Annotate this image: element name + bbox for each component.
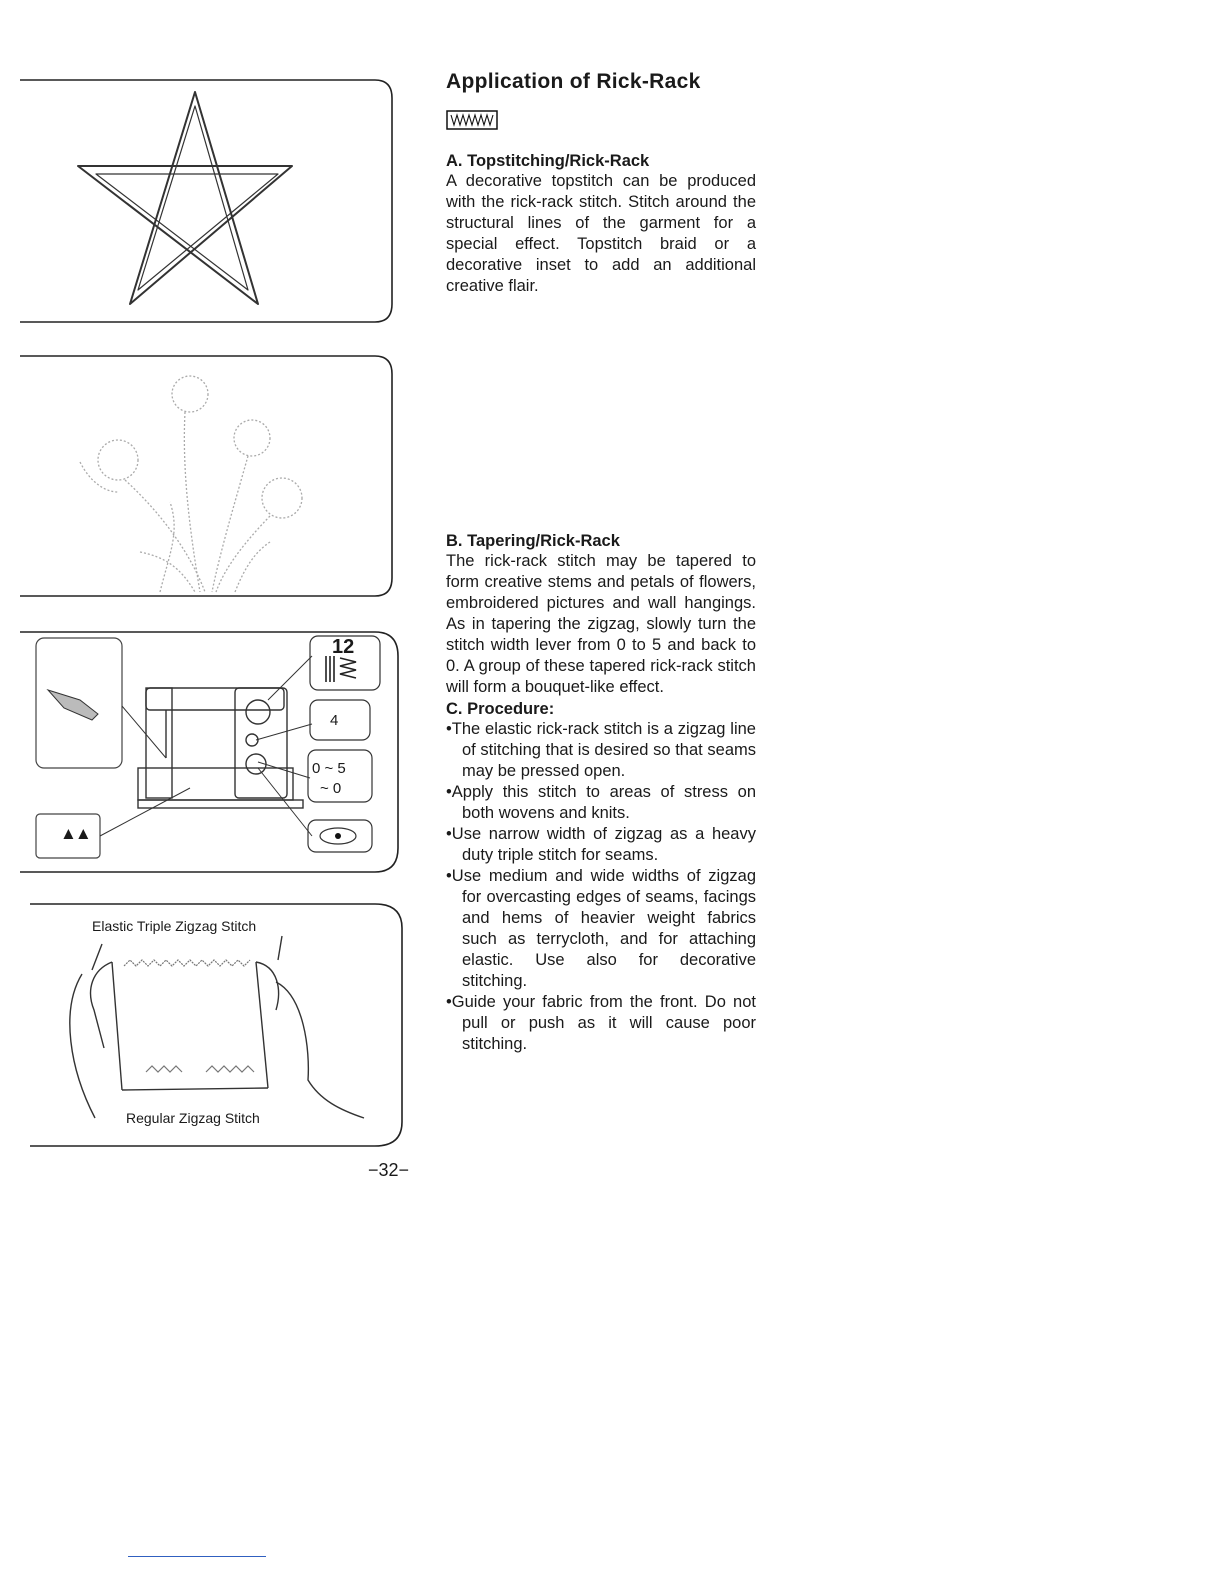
section-b-body: The rick-rack stitch may be tapered to form creative stems and petals of flowers, embroidered pictures and wall hangings. As in tapering the zigzag, slowly turn the stitch width lever from 0 to 5 and back to 0. A group of these tapered rick-rack stitch will form a bouquet-like effect. [446,552,756,696]
presser-foot-symbol: ▲▲ [60,824,90,843]
star-illustration [20,76,400,326]
list-item: •The elastic rick-rack stitch is a zigzag line of stitching that is desired so that seams may be pressed open. [446,720,756,780]
section-a-body: A decorative topstitch can be produced with the rick-rack stitch. Stitch around the structural lines of the garment for a special effect. Topstitch braid or a decorative inset to add an additional creative flair. [446,172,756,295]
list-item: •Use narrow width of zigzag as a heavy duty triple stitch for seams. [446,825,756,864]
stitch-width-range-label: 0 ~ 5 [312,760,346,777]
machine-settings-panel [20,628,400,876]
section-b-heading: B. Tapering/Rick-Rack [446,532,620,550]
elastic-triple-zigzag-caption: Elastic Triple Zigzag Stitch [92,918,257,934]
fabric-comparison-panel [20,900,400,1148]
flower-bouquet-panel [20,352,400,600]
section-topstitching [446,152,756,297]
flower-bouquet-illustration [20,352,400,600]
list-item: •Guide your fabric from the front. Do not pull or push as it will cause poor stitching. [446,993,756,1053]
stitch-width-end-label: ~ 0 [320,780,342,797]
footer-rule [128,1556,266,1557]
page-number: −32− [368,1160,410,1180]
pattern-number-label: 12 [332,636,355,658]
stitch-length-label: 4 [330,712,339,729]
section-a-heading: A. Topstitching/Rick-Rack [446,152,650,170]
procedure-list [446,719,756,1055]
regular-zigzag-caption: Regular Zigzag Stitch [126,1110,260,1126]
section-tapering [446,532,756,1055]
list-item: •Use medium and wide widths of zigzag for overcasting edges of seams, facings and hems of heavier weight fabrics such as terrycloth, and for attaching elastic. Use also for decorative stitching. [446,867,756,990]
list-item: •Apply this stitch to areas of stress on both wovens and knits. [446,783,756,822]
star-illustration-panel [20,76,400,326]
rick-rack-stitch-icon [446,110,498,130]
page-title: Application of Rick-Rack [446,70,701,93]
section-c-heading: C. Procedure: [446,700,555,718]
